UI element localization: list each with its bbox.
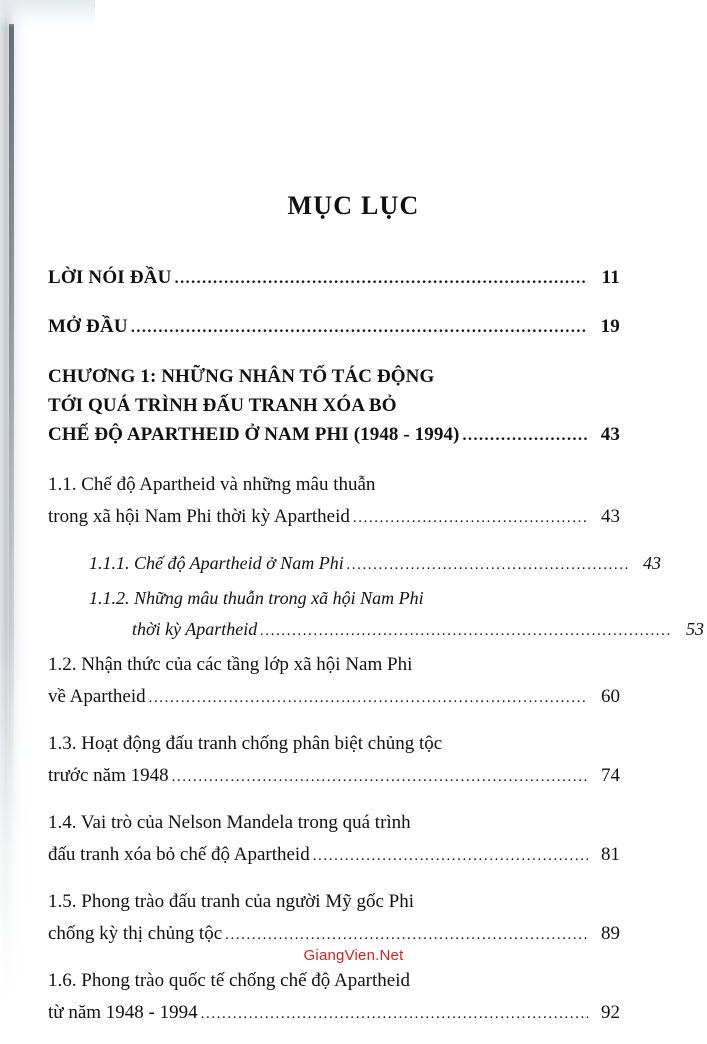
toc-entry-line [48,391,620,420]
toc-entry-line [48,728,620,760]
toc-entry-label: 1.4. Vai trò của Nelson Mandela trong quá trình [48,812,411,833]
toc-page-number: 89 [601,923,620,944]
page-title: MỤC LỤC [287,191,420,220]
dot-leader [353,503,588,534]
toc-entry-label: từ năm 1948 - 1994 [48,1002,198,1023]
toc-entry-label: CHƯƠNG 1: NHỮNG NHÂN TỐ TÁC ĐỘNG [48,366,435,387]
toc-entry[interactable] [48,886,620,951]
toc-entry-line [48,501,620,534]
toc-entry-label: 1.1.1. Chế độ Apartheid ở Nam Phi [89,553,344,573]
toc-entry-label: CHẾ ĐỘ APARTHEID Ở NAM PHI (1948 - 1994) [48,424,460,445]
toc-entry[interactable] [48,649,620,714]
watermark: GiangVien.Net [303,947,404,964]
toc-entry[interactable] [48,362,620,451]
dot-leader [260,616,672,647]
toc-entry-line [48,614,704,647]
toc-entry[interactable] [48,807,620,872]
toc-entry-line [48,311,620,343]
toc-entry-line [48,262,620,294]
toc-entry-label: TỚI QUÁ TRÌNH ĐẤU TRANH XÓA BỎ [48,395,397,416]
toc-entry-label: thời kỳ Apartheid [132,619,258,639]
toc-entry-line [48,362,620,391]
toc-entry[interactable] [48,469,620,534]
toc-entry-label: 1.3. Hoạt động đấu tranh chống phân biệt chủng tộc [48,733,443,754]
dot-leader [313,841,588,872]
toc-page-number: 43 [643,553,661,573]
toc-page-number: 74 [601,765,620,786]
toc-entry-label: đấu tranh xóa bỏ chế độ Apartheid [48,844,310,865]
toc-entry[interactable] [48,583,704,647]
dot-leader [131,312,588,343]
toc-entry-line [48,583,661,614]
toc-page-number: 53 [686,619,704,639]
toc-entry-line [48,681,620,714]
toc-entry-line [48,548,661,581]
dot-leader [175,263,588,294]
toc-entry[interactable] [48,728,620,793]
toc-entry-label: về Apartheid [48,686,146,707]
dot-leader [347,550,629,581]
toc-entry-line [48,997,620,1030]
toc-entry-line [48,420,620,451]
toc-entry-label: trước năm 1948 [48,765,169,786]
toc-entry-label: 1.5. Phong trào đấu tranh của người Mỹ gốc Phi [48,891,414,912]
toc-entry[interactable] [48,311,620,343]
toc-entry[interactable] [48,548,661,581]
toc-entry-line [48,839,620,872]
toc-page-number: 43 [601,506,620,527]
dot-leader [149,683,588,714]
scan-gutter-shadow [0,0,34,1000]
toc-entry-line [48,807,620,839]
toc-entry-label: chống kỳ thị chủng tộc [48,923,223,944]
toc-entry-label: 1.2. Nhận thức của các tầng lớp xã hội Nam Phi [48,654,413,675]
toc-page-number: 60 [601,686,620,707]
toc-entry-line [48,760,620,793]
toc-entry-label: 1.1. Chế độ Apartheid và những mâu thuẫn [48,474,376,495]
toc-entry-label: MỞ ĐẦU [48,316,128,337]
toc-page-number: 43 [600,424,620,445]
toc-entry-line [48,886,620,918]
toc-entry-label: 1.6. Phong trào quốc tế chống chế độ Apartheid [48,970,410,991]
toc-entry-label: LỜI NÓI ĐẦU [48,267,172,288]
scan-corner-artifact [0,0,95,28]
scan-gutter-fade [0,0,36,1000]
toc-page-number: 92 [601,1002,620,1023]
toc-entry[interactable] [48,262,620,294]
toc-entry-label: 1.1.2. Những mâu thuẫn trong xã hội Nam Phi [89,588,424,608]
dot-leader [201,999,588,1030]
toc-page-number: 11 [601,267,620,288]
toc-entry-line [48,469,620,501]
toc-page-number: 81 [601,844,620,865]
toc-entry[interactable] [48,965,620,1030]
toc-page-number: 19 [600,316,620,337]
dot-leader [462,420,588,451]
toc-entry-line [48,649,620,681]
toc-entry-label: trong xã hội Nam Phi thời kỳ Apartheid [48,506,350,527]
table-of-contents [48,262,704,1044]
scan-binding-line [9,24,14,844]
toc-entry-line [48,965,620,997]
dot-leader [172,762,588,793]
